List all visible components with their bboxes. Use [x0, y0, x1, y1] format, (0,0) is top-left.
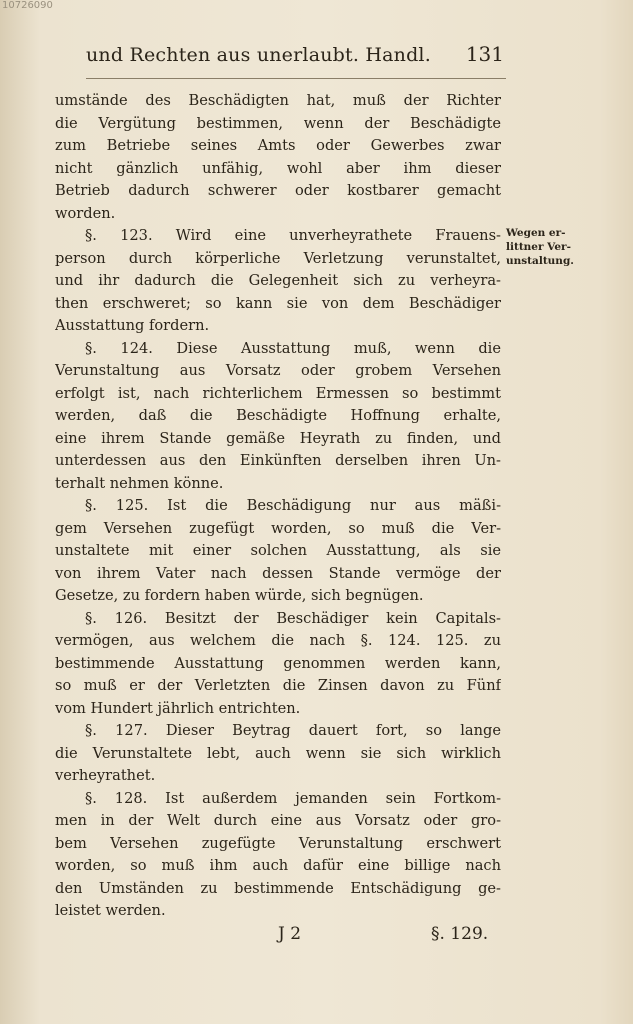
- text-line: verheyrathet.: [55, 767, 156, 784]
- text-line: vermögen, aus welchem die nach §. 124. 125. zu: [55, 632, 501, 649]
- library-stamp: 10726090: [2, 0, 53, 11]
- margin-note-line: Wegen er-: [506, 227, 566, 239]
- page-number: 131: [465, 42, 504, 66]
- text-line: then erschweret; so kann sie von dem Beschädiger: [55, 294, 501, 312]
- text-line: Verunstaltung aus Vorsatz oder grobem Versehen: [55, 362, 501, 379]
- text-line: worden, so muß ihm auch dafür eine billige nach: [55, 857, 501, 874]
- text-line: die Verunstaltete lebt, auch wenn sie sich wirklich: [55, 744, 501, 762]
- text-line: Betrieb dadurch schwerer oder kostbarer gemacht: [55, 182, 501, 199]
- paragraph-125-start: §. 125. Ist die Beschädigung nur aus mäßi-: [85, 497, 501, 514]
- text-line: die Vergütung bestimmen, wenn der Beschädigte: [55, 114, 501, 132]
- margin-note-line: littner Ver-: [506, 241, 571, 253]
- text-line: unterdessen aus den Einkünften derselben ihren Un-: [55, 452, 501, 469]
- text-line: Ausstattung fordern.: [55, 317, 210, 334]
- margin-note: [506, 226, 588, 268]
- page-header: [86, 38, 506, 79]
- page-footer: [0, 924, 633, 954]
- text-line: erfolgt ist, nach richterlichem Ermessen so bestimmt: [55, 384, 501, 402]
- catchword: §. 129.: [431, 924, 489, 944]
- text-line: den Umständen zu bestimmende Entschädigung ge-: [55, 879, 501, 897]
- paragraph-126-start: §. 126. Besitzt der Beschädiger kein Capitals-: [85, 609, 501, 627]
- margin-note-line: unstaltung.: [506, 255, 574, 267]
- text-line: umstände des Beschädigten hat, muß der Richter: [55, 92, 501, 109]
- body-text: [55, 90, 501, 923]
- text-line: so muß er der Verletzten die Zinsen davon zu Fünf: [55, 677, 501, 694]
- text-line: leistet werden.: [55, 902, 166, 919]
- paragraph-127-start: §. 127. Dieser Beytrag dauert fort, so lange: [85, 722, 501, 739]
- paragraph-124-start: §. 124. Diese Ausstattung muß, wenn die: [85, 339, 501, 357]
- text-line: men in der Welt durch eine aus Vorsatz oder gro-: [55, 812, 501, 829]
- paragraph-128-start: §. 128. Ist außerdem jemanden sein Fortkom-: [85, 789, 501, 807]
- signature-mark: J 2: [278, 924, 302, 944]
- text-line: Gesetze, zu fordern haben würde, sich begnügen.: [55, 587, 424, 604]
- text-line: worden.: [55, 204, 116, 222]
- text-line: zum Betriebe seines Amts oder Gewerbes zwar: [55, 137, 501, 154]
- text-line: von ihrem Vater nach dessen Stande vermöge der: [55, 564, 501, 582]
- text-line: nicht gänzlich unfähig, wohl aber ihm dieser: [55, 159, 501, 177]
- text-line: unstaltete mit einer solchen Ausstattung, als sie: [55, 542, 501, 559]
- paragraph-123-start: §. 123. Wird eine unverheyrathete Frauens-: [85, 227, 501, 244]
- text-line: vom Hundert jährlich entrichten.: [55, 699, 301, 717]
- text-line: bem Versehen zugefügte Verunstaltung erschwert: [55, 834, 501, 852]
- text-line: terhalt nehmen könne.: [55, 474, 224, 492]
- text-line: person durch körperliche Verletzung verunstaltet,: [55, 249, 501, 267]
- text-line: und ihr dadurch die Gelegenheit sich zu verheyra-: [55, 272, 501, 289]
- text-line: werden, daß die Beschädigte Hoffnung erhalte,: [55, 407, 501, 424]
- text-line: bestimmende Ausstattung genommen werden kann,: [55, 654, 501, 672]
- running-title: und Rechten aus unerlaubt. Handl.: [86, 44, 431, 66]
- text-line: eine ihrem Stande gemäße Heyrath zu finden, und: [55, 429, 501, 447]
- text-line: gem Versehen zugefügt worden, so muß die Ver-: [55, 519, 501, 537]
